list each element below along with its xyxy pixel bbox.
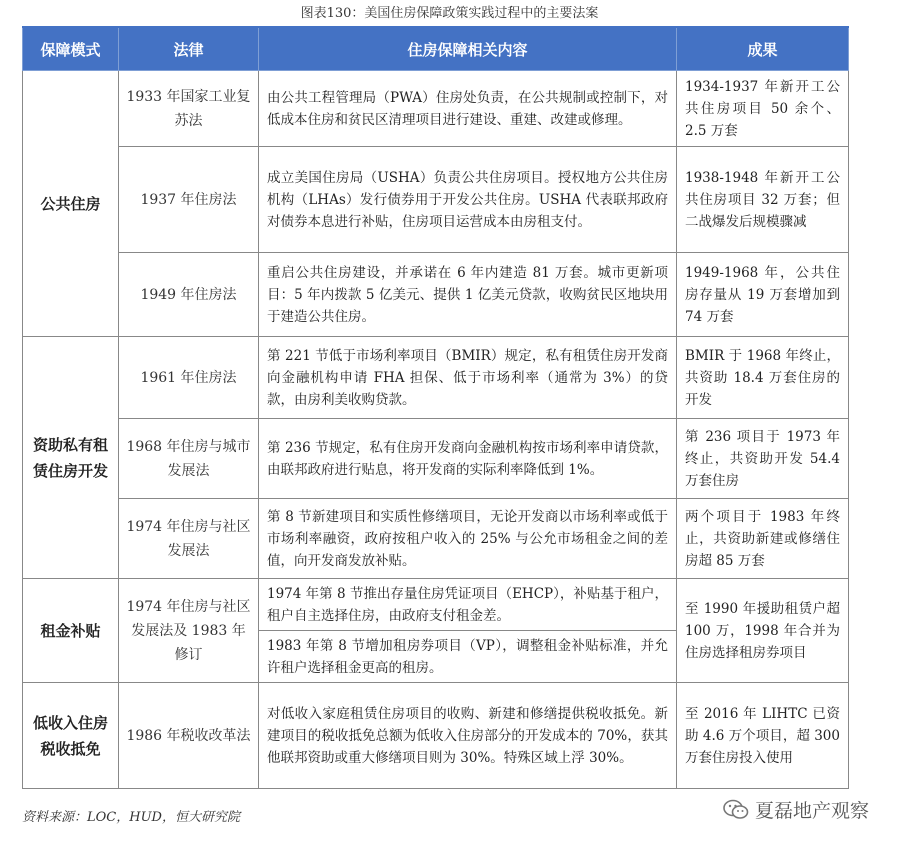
source-note: 资料来源：LOC，HUD，恒大研究院 [22, 810, 240, 825]
table-row [23, 147, 849, 253]
header-row [23, 27, 849, 71]
law-cell: 1986 年税收改革法 [119, 683, 259, 789]
table-row [23, 683, 849, 789]
wechat-icon [723, 799, 749, 821]
mode-cell: 资助私有租赁住房开发 [23, 337, 119, 579]
result-cell: 至 2016 年 LIHTC 已资助 4.6 万个项目，超 300 万套住房投入使用 [677, 683, 849, 789]
law-cell: 1937 年住房法 [119, 147, 259, 253]
law-cell: 1974 年住房与社区发展法 [119, 499, 259, 579]
content-cell: 成立美国住房局（USHA）负责公共住房项目。授权地方公共住房机构（LHAs）发行债券用于开发公共住房。USHA 代表联邦政府对债券本息进行补贴，住房项目运营成本由房租支付。 [259, 147, 677, 253]
table-row [23, 337, 849, 419]
result-cell: 1949-1968 年，公共住房存量从 19 万套增加到 74 万套 [677, 253, 849, 337]
content-cell: 第 236 节规定，私有住房开发商向金融机构按市场利率申请贷款，由联邦政府进行贴息，将开发商的实际利率降低到 1%。 [259, 419, 677, 499]
result-cell: 两个项目于 1983 年终止，共资助新建或修缮住房超 85 万套 [677, 499, 849, 579]
header-law: 法律 [119, 27, 259, 71]
result-cell: BMIR 于 1968 年终止，共资助 18.4 万套住房的开发 [677, 337, 849, 419]
watermark-text: 夏磊地产观察 [754, 800, 869, 822]
law-cell: 1961 年住房法 [119, 337, 259, 419]
table-caption: 图表130：美国住房保障政策实践过程中的主要法案 [300, 6, 599, 21]
result-cell: 1934-1937 年新开工公共住房项目 50 余个、2.5 万套 [677, 71, 849, 147]
content-cell: 对低收入家庭租赁住房项目的收购、新建和修缮提供税收抵免。新建项目的税收抵免总额为低收入住房部分的开发成本的 70%，获其他联邦资助或重大修缮项目则为 30%。特殊区域上浮 30%。 [259, 683, 677, 789]
law-cell: 1968 年住房与城市发展法 [119, 419, 259, 499]
result-cell: 第 236 项目于 1973 年终止，共资助开发 54.4 万套住房 [677, 419, 849, 499]
table-row [23, 579, 849, 631]
header-mode: 保障模式 [23, 27, 119, 71]
content-cell: 由公共工程管理局（PWA）住房处负责，在公共规制或控制下，对低成本住房和贫民区清理项目进行建设、重建、改建或修理。 [259, 71, 677, 147]
content-cell: 第 8 节新建项目和实质性修缮项目，无论开发商以市场利率或低于市场利率融资，政府按租户收入的 25% 与公允市场租金之间的差值，向开发商发放补贴。 [259, 499, 677, 579]
content-cell: 重启公共住房建设，并承诺在 6 年内建造 81 万套。城市更新项目：5 年内拨款 5 亿美元、提供 1 亿美元贷款，收购贫民区地块用于建造公共住房。 [259, 253, 677, 337]
policy-table [22, 26, 849, 789]
law-cell: 1949 年住房法 [119, 253, 259, 337]
result-cell: 至 1990 年援助租赁户超 100 万，1998 年合并为住房选择租房券项目 [677, 579, 849, 683]
content-cell: 1983 年第 8 节增加租房券项目（VP），调整租金补贴标准，并允许租户选择租金更高的租房。 [259, 631, 677, 683]
content-cell: 第 221 节低于市场利率项目（BMIR）规定，私有租赁住房开发商向金融机构申请 FHA 担保、低于市场利率（通常为 3%）的贷款，由房利美收购贷款。 [259, 337, 677, 419]
table-row [23, 71, 849, 147]
header-content: 住房保障相关内容 [259, 27, 677, 71]
table-row [23, 499, 849, 579]
result-cell: 1938-1948 年新开工公共住房项目 32 万套；但二战爆发后规模骤减 [677, 147, 849, 253]
mode-cell: 公共住房 [23, 71, 119, 337]
header-result: 成果 [677, 27, 849, 71]
law-cell: 1974 年住房与社区发展法及 1983 年修订 [119, 579, 259, 683]
mode-cell: 租金补贴 [23, 579, 119, 683]
table-row [23, 253, 849, 337]
content-cell: 1974 年第 8 节推出存量住房凭证项目（EHCP），补贴基于租户，租户自主选择住房，由政府支付租金差。 [259, 579, 677, 631]
law-cell: 1933 年国家工业复苏法 [119, 71, 259, 147]
mode-cell: 低收入住房税收抵免 [23, 683, 119, 789]
table-row [23, 419, 849, 499]
watermark [723, 796, 869, 823]
